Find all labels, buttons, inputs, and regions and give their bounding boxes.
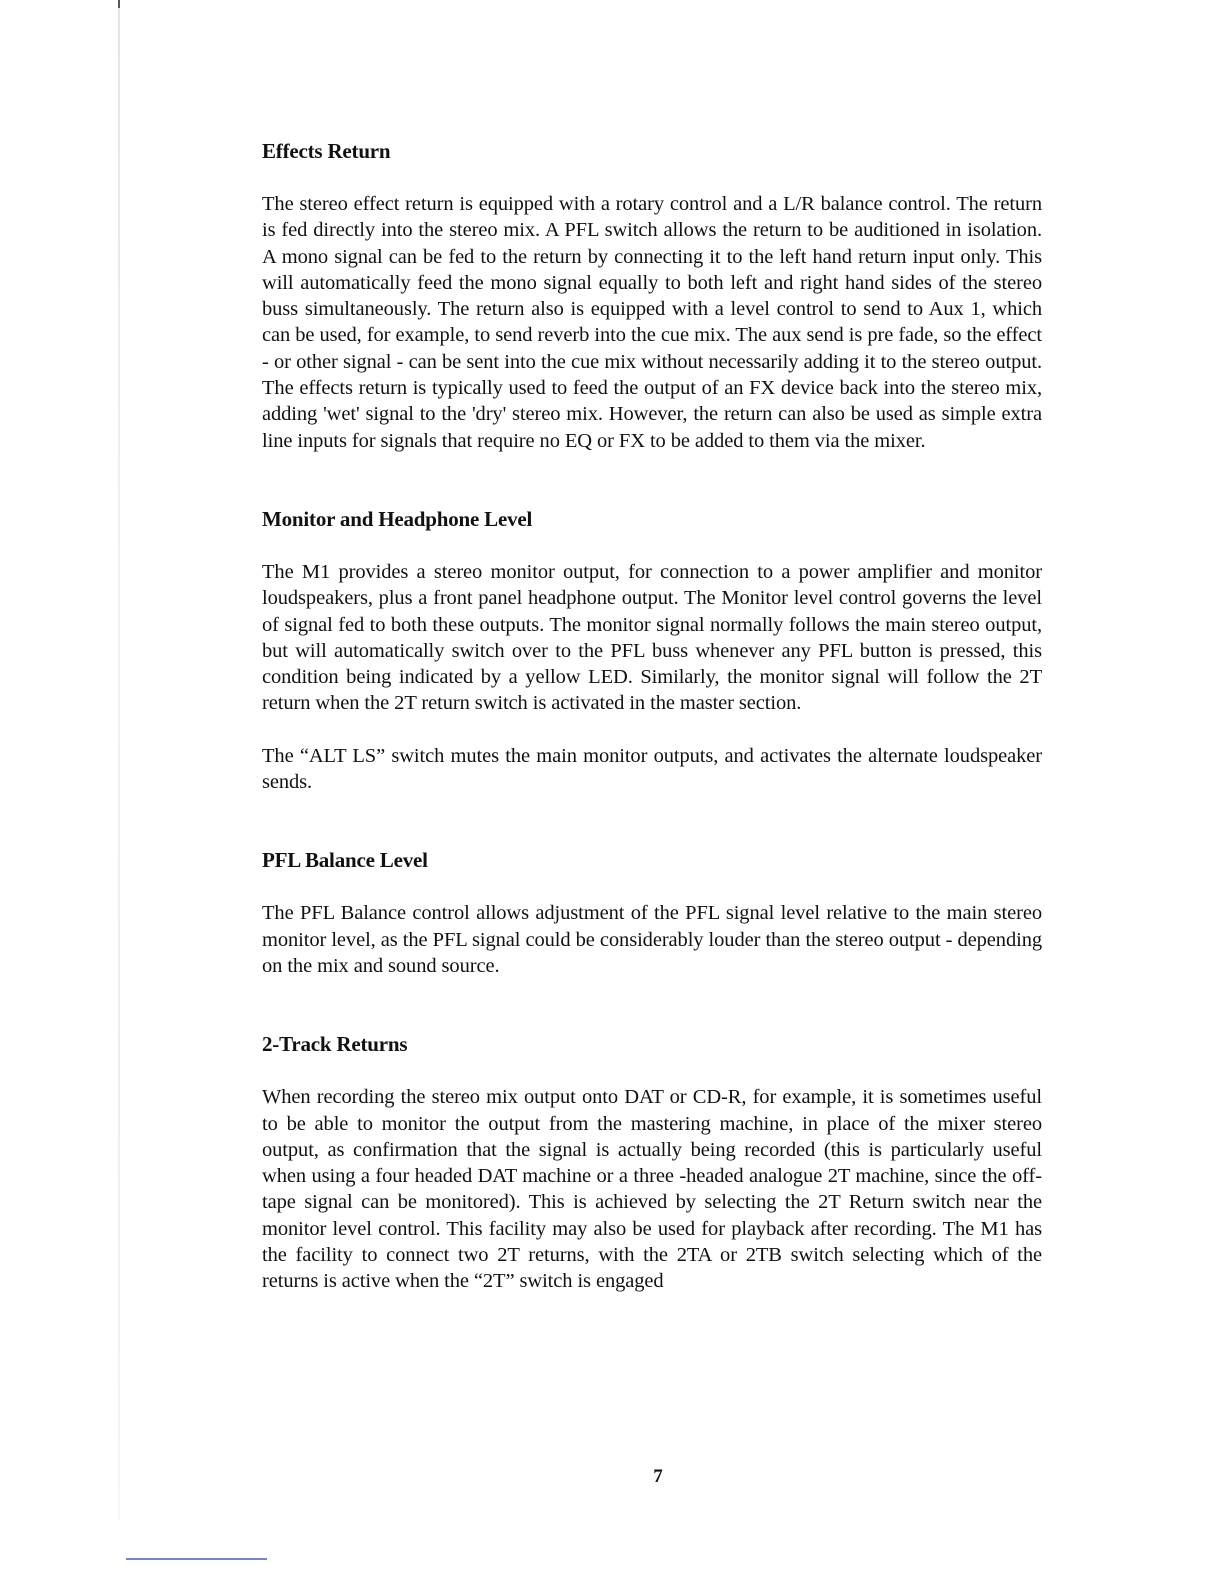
section-heading: 2-Track Returns <box>262 1032 408 1057</box>
section-pfl-balance-level <box>262 847 1042 979</box>
section-heading: Effects Return <box>262 139 391 163</box>
section-paragraph: The stereo effect return is equipped with a rotary control and a L/R balance control. The return is fed directly into the stereo mix. A PFL switch allows the return to be auditioned in isolation. A mono signal can be fed to the return by connecting it to the left hand return input only. This will automatically feed the mono signal equally to both left and right hand sides of the stereo buss simultaneously. The return also is equipped with a level control to send to Aux 1, which can be used, for example, to send reverb into the cue mix. The aux send is pre fade, so the effect - or other signal - can be sent into the cue mix without necessarily adding it to the stereo output. The effects return is typically used to feed the output of an FX device back into the stereo mix, adding 'wet' signal to the 'dry' stereo mix. However, the return can also be used as simple extra line inputs for signals that require no EQ or FX to be added to them via the mixer. <box>262 193 1042 452</box>
scan-line-bottom <box>126 1558 267 1560</box>
section-paragraph: The PFL Balance control allows adjustment of the PFL signal level relative to the main stereo monitor level, as the PFL signal could be considerably louder than the stereo output - depending on the mix and sound source. <box>262 902 1042 977</box>
section-2-track-returns <box>262 1031 1042 1294</box>
scan-edge-left <box>118 0 120 1520</box>
section-effects-return <box>262 138 1042 454</box>
document-body <box>262 138 1042 1295</box>
section-paragraph: The M1 provides a stereo monitor output, for connection to a power amplifier and monitor loudspeakers, plus a front panel headphone output. The Monitor level control governs the level of signal fed to both these outputs. The monitor signal normally follows the main stereo output, but will automatically switch over to the PFL buss whenever any PFL button is pressed, this condition being indicated by a yellow LED. Similarly, the monitor signal will follow the 2T return when the 2T return switch is activated in the master section. <box>262 560 1042 715</box>
section-paragraph: The “ALT LS” switch mutes the main monitor outputs, and activates the alternate loudspeaker sends. <box>262 744 1042 794</box>
page-number: 7 <box>653 1466 663 1487</box>
section-heading: PFL Balance Level <box>262 848 428 873</box>
scan-mark-top <box>118 0 120 8</box>
section-paragraph: When recording the stereo mix output onto DAT or CD-R, for example, it is sometimes useful to be able to monitor the output from the mastering machine, in place of the mixer stereo output, as confirmation that the signal is actually being recorded (this is particularly useful when using a four headed DAT machine or a three -headed analogue 2T machine, since the off-tape signal can be monitored). This is achieved by selecting the 2T Return switch near the monitor level control. This facility may also be used for playback after recording. The M1 has the facility to connect two 2T returns, with the 2TA or 2TB switch selecting which of the returns is active when the “2T” switch is engaged <box>262 1086 1042 1293</box>
section-monitor-headphone-level <box>262 506 1042 795</box>
section-heading: Monitor and Headphone Level <box>262 506 533 531</box>
